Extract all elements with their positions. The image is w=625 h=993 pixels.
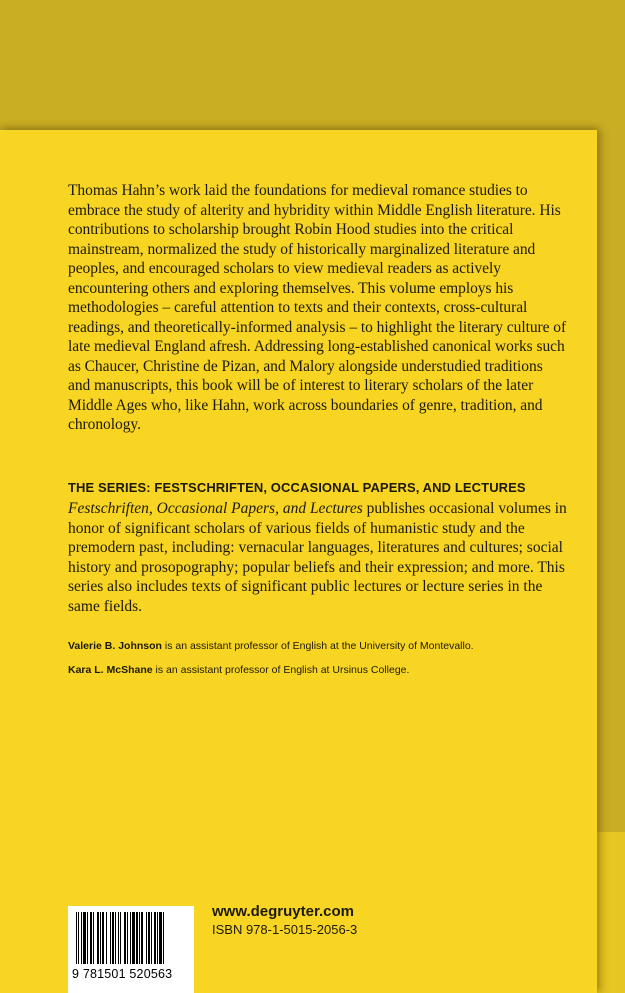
barcode-bars [74,912,188,968]
isbn-barcode [68,906,194,993]
author-name-1: Valerie B. Johnson [68,640,162,652]
series-heading: THE SERIES: FESTSCHRIFTEN, OCCASIONAL PAPERS, AND LECTURES [68,480,526,495]
publisher-url[interactable]: www.degruyter.com [212,903,354,920]
back-page-edge [597,832,625,993]
series-title: Festschriften, Occasional Papers, and Lectures [68,500,363,517]
series-description [68,499,568,616]
isbn-text: ISBN 978-1-5015-2056-3 [212,922,358,937]
author-text-2: is an assistant professor of English at Ursinus College. [152,664,410,676]
author-name-2: Kara L. McShane [68,664,153,676]
author-bio-2 [68,664,588,676]
author-bio-1 [68,640,588,652]
author-text-1: is an assistant professor of English at the University of Montevallo. [161,640,474,652]
series-description-text: publishes occasional volumes in honor of significant scholars of various fields of humanistic study and the premodern past, including: vernacular languages, literatures and cultures; social history and prosopography; popular beliefs and their expression; and more. This series also includes texts of significant public lectures or lecture series in the same fields. [68,500,567,615]
book-description: Thomas Hahn’s work laid the foundations for medieval romance studies to embrace the study of alterity and hybridity within Middle English literature. His contributions to scholarship brought Robin Hood studies into the critical mainstream, normalized the study of historically marginalized literature and peoples, and encouraged scholars to view medieval readers as actively encountering others and exploring themselves. This volume employs his methodologies – careful attention to texts and their contexts, cross-cultural readings, and theoretically-informed analysis – to highlight the literary culture of late medieval England afresh. Addressing long-established canonical works such as Chaucer, Christine de Pizan, and Malory alongside understudied traditions and manuscripts, this book will be of interest to literary scholars of the later Middle Ages who, like Hahn, work across boundaries of genre, tradition, and chronology. [68,182,567,433]
book-back-cover [0,130,597,993]
barcode-number: 9 781501 520563 [72,967,173,981]
